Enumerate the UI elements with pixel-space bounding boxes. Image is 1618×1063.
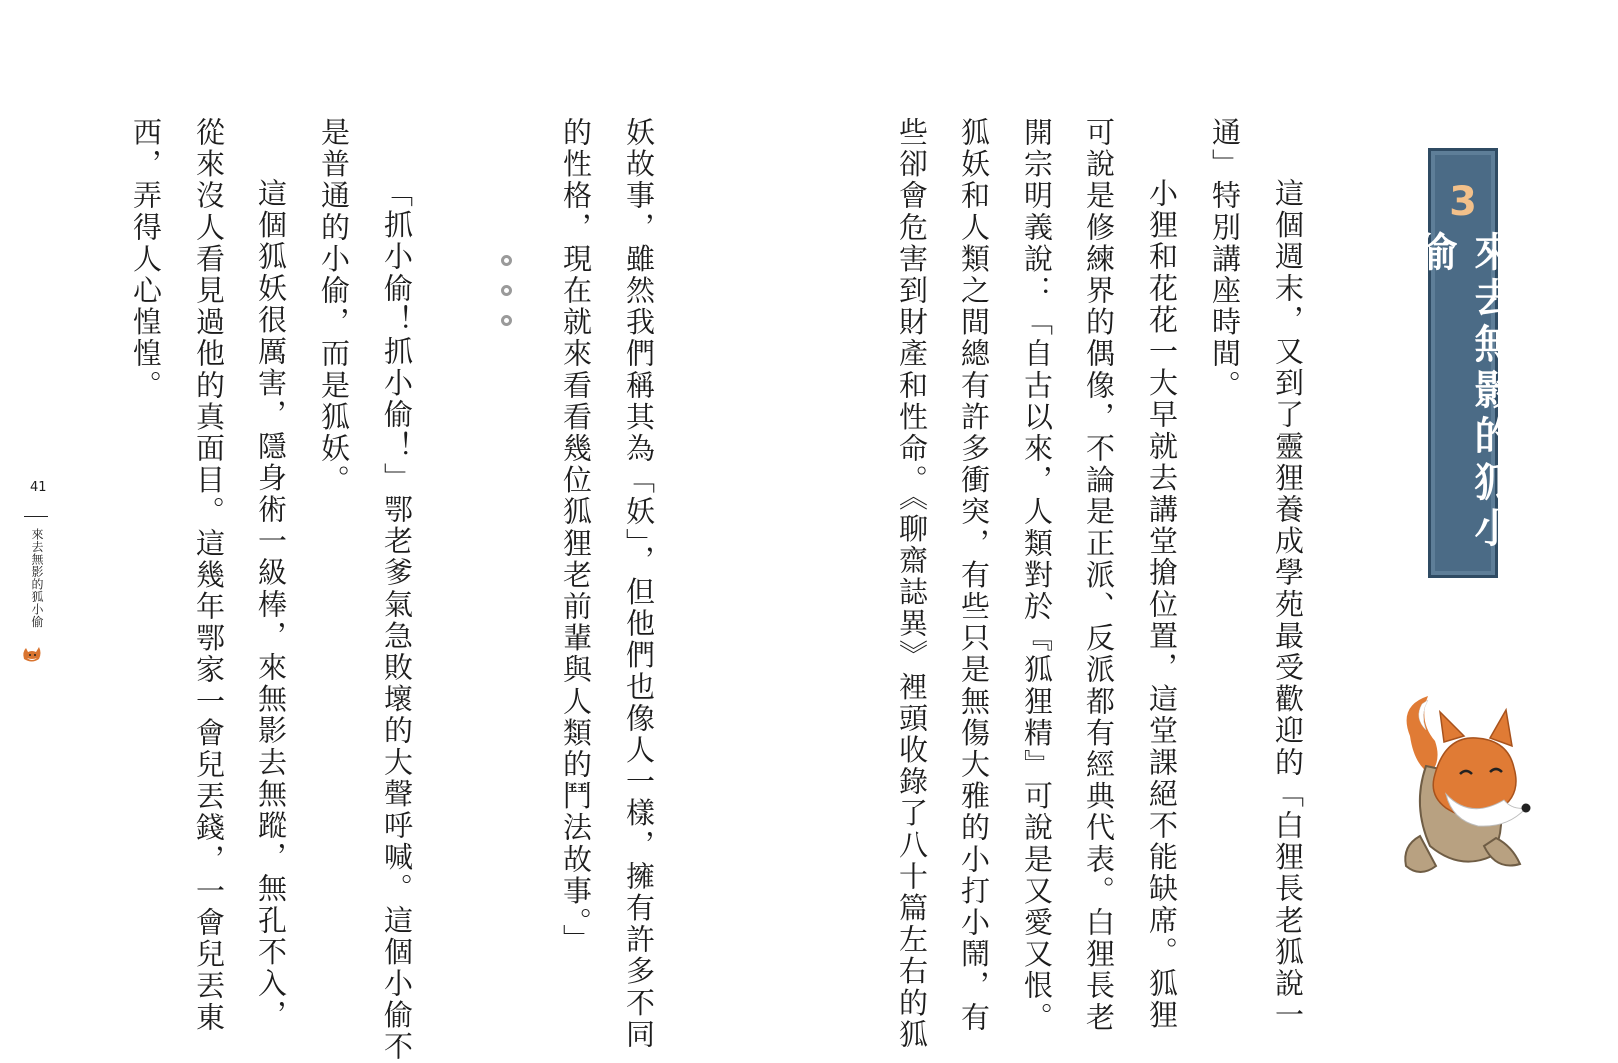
text-column: 是普通的小偷，而是狐妖。 [317,117,351,497]
text-column: 小狸和花花一大早就去講堂搶位置，這堂課絕不能缺席。狐狸 [1145,178,1179,1032]
text-column: 妖故事，雖然我們稱其為「妖」，但他們也像人一樣，擁有許多不同 [622,117,656,1051]
fox-icon [1400,696,1540,881]
folio-divider [24,516,48,517]
chapter-number: 3 [1440,179,1486,231]
section-break-dot [501,315,512,326]
fox-icon [21,643,43,665]
text-column: 通」特別講座時間。 [1208,117,1242,402]
chapter-heading [1411,179,1514,575]
page-number: 41 [30,480,47,495]
running-title: 來去無影的狐小偷 [30,528,44,628]
section-break-dot [501,255,512,266]
text-column: 可說是修練界的偶像，不論是正派、反派都有經典代表。白狸長老 [1082,117,1116,1034]
text-column: 這個週末，又到了靈狸養成學苑最受歡迎的「白狸長老狐說一 [1271,178,1305,1032]
text-column: 些卻會危害到財產和性命。《聊齋誌異》裡頭收錄了八十篇左右的狐 [895,117,929,1051]
text-column: 開宗明義說：「自古以來，人類對於『狐狸精』可說是又愛又恨。 [1020,117,1054,1034]
text-column: 從來沒人看見過他的真面目。這幾年鄂家一會兒丟錢，一會兒丟東 [192,117,226,1034]
text-column: 狐妖和人類之間總有許多衝突，有些只是無傷大雅的小打小鬧，有 [957,117,991,1034]
chapter-title: 來去無影的狐小偷 [1411,231,1514,553]
section-break [501,255,512,345]
text-column: 「抓小偷！抓小偷！」鄂老爹氣急敗壞的大聲呼喊。這個小偷不 [380,178,414,1063]
chapter-banner [1411,148,1514,578]
text-column: 的性格，現在就來看看幾位狐狸老前輩與人類的鬥法故事。」 [559,117,593,956]
text-column: 這個狐妖很厲害，隱身術一級棒，來無影去無蹤，無孔不入， [254,178,288,1032]
section-break-dot [501,285,512,296]
text-column: 西，弄得人心惶惶。 [129,117,163,402]
